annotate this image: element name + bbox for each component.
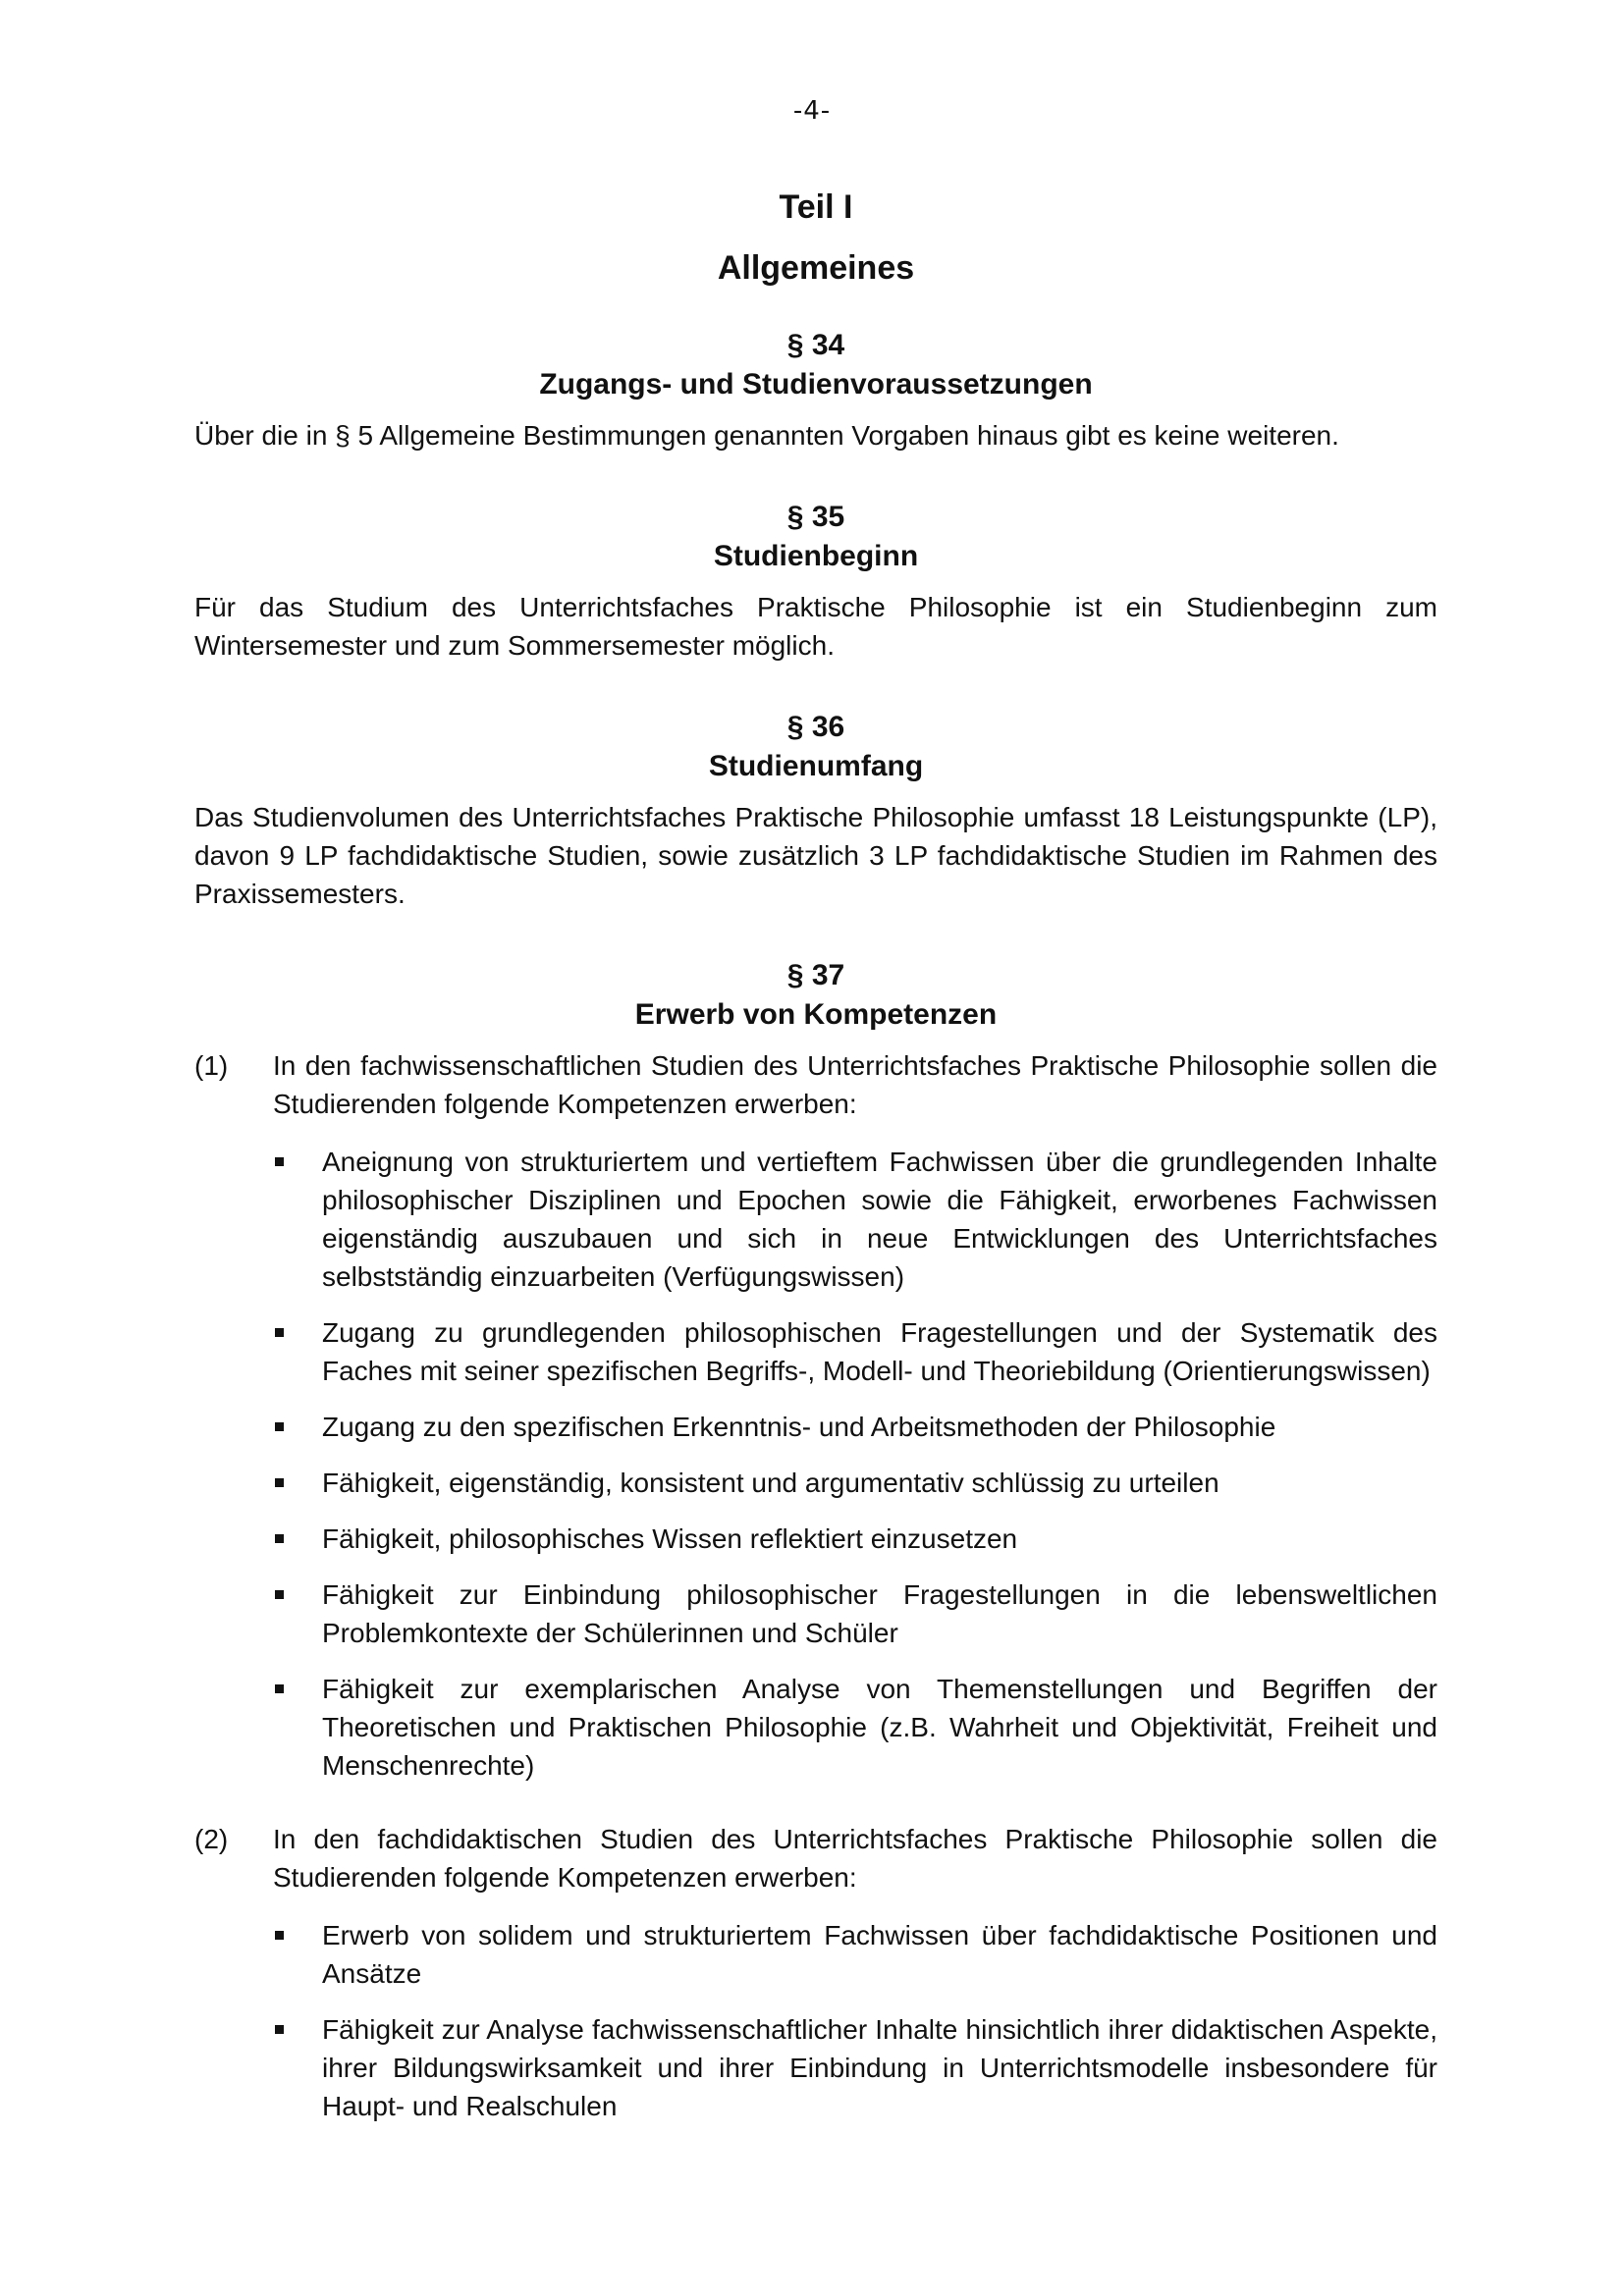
list-item xyxy=(273,1520,1437,1558)
list-item xyxy=(273,1916,1437,1993)
section-number: § 34 xyxy=(786,329,845,361)
section-number: § 37 xyxy=(786,959,845,991)
section-title: Erwerb von Kompetenzen xyxy=(634,998,998,1031)
paragraph-content xyxy=(273,1820,1437,2143)
part-title: Allgemeines xyxy=(717,249,915,287)
paragraph-text: In den fachwissenschaftlichen Studien des Unterrichtsfaches Praktische Philosophie sollen die Studierenden folgende Kompetenzen erwerben: xyxy=(273,1050,1437,1119)
section-36 xyxy=(194,708,1437,913)
bullet-square-icon xyxy=(273,1313,322,1390)
list-item-text: Fähigkeit, philosophisches Wissen reflektiert einzusetzen xyxy=(322,1523,1018,1554)
list-item xyxy=(273,1143,1437,1296)
list-item-text: Zugang zu grundlegenden philosophischen Fragestellungen und der Systematik des Faches mit seiner spezifischen Begriffs-, Modell- und Theoriebildung (Orientierungswissen) xyxy=(322,1317,1437,1386)
list-item-text: Fähigkeit zur Einbindung philosophischer Fragestellungen in die lebensweltlichen Problemkontexte der Schülerinnen und Schüler xyxy=(322,1579,1437,1648)
bullet-square-icon xyxy=(273,1408,322,1446)
bullet-square-icon xyxy=(273,1670,322,1785)
paragraph-1 xyxy=(194,1046,1437,1802)
bullet-square-icon xyxy=(273,1143,322,1296)
list-item xyxy=(273,1670,1437,1785)
competence-list xyxy=(273,1916,1437,2125)
document-content xyxy=(194,187,1437,2143)
part-label: Teil I xyxy=(779,188,853,226)
list-item xyxy=(273,1575,1437,1652)
page-number: -4- xyxy=(792,96,832,126)
section-text: Das Studienvolumen des Unterrichtsfaches Praktische Philosophie umfasst 18 Leistungspunkte (LP), davon 9 LP fachdidaktische Studien, sowie zusätzlich 3 LP fachdidaktische Studien im Rahmen des Praxissemesters. xyxy=(194,802,1437,909)
paragraph-content xyxy=(273,1046,1437,1802)
paragraph-2 xyxy=(194,1820,1437,2143)
list-item xyxy=(273,1408,1437,1446)
bullet-square-icon xyxy=(273,1464,322,1502)
section-37 xyxy=(194,956,1437,2143)
section-35 xyxy=(194,498,1437,665)
bullet-square-icon xyxy=(273,1520,322,1558)
list-item xyxy=(273,1313,1437,1390)
paragraph-number: (1) xyxy=(194,1050,229,1081)
list-item-text: Fähigkeit zur exemplarischen Analyse von Themenstellungen und Begriffen der Theoretischen und Praktischen Philosophie (z.B. Wahrheit und Objektivität, Freiheit und Menschenrechte) xyxy=(322,1674,1437,1781)
section-text: Über die in § 5 Allgemeine Bestimmungen genannten Vorgaben hinaus gibt es keine weiteren. xyxy=(194,420,1339,451)
list-item xyxy=(273,1464,1437,1502)
section-number: § 36 xyxy=(786,711,845,743)
section-title: Studienbeginn xyxy=(713,540,919,572)
list-item xyxy=(273,2010,1437,2125)
section-number: § 35 xyxy=(786,501,845,533)
bullet-square-icon xyxy=(273,1575,322,1652)
section-title: Studienumfang xyxy=(708,750,924,782)
section-text: Für das Studium des Unterrichtsfaches Praktische Philosophie ist ein Studienbeginn zum Wintersemester und zum Sommersemester möglich. xyxy=(194,592,1437,661)
list-item-text: Aneignung von strukturiertem und vertieftem Fachwissen über die grundlegenden Inhalte philosophischer Disziplinen und Epochen sowie die Fähigkeit, erworbenes Fachwissen eigenständig auszubauen und sich in neue Entwicklungen des Unterrichtsfaches selbstständig einzuarbeiten (Verfügungswissen) xyxy=(322,1147,1437,1292)
paragraph-text: In den fachdidaktischen Studien des Unterrichtsfaches Praktische Philosophie sollen die Studierenden folgende Kompetenzen erwerben: xyxy=(273,1824,1437,1893)
list-item-text: Zugang zu den spezifischen Erkenntnis- und Arbeitsmethoden der Philosophie xyxy=(322,1412,1276,1442)
bullet-square-icon xyxy=(273,1916,322,1993)
section-34 xyxy=(194,326,1437,454)
list-item-text: Fähigkeit zur Analyse fachwissenschaftlicher Inhalte hinsichtlich ihrer didaktischen Aspekte, ihrer Bildungswirksamkeit und ihrer Einbindung in Unterrichtsmodelle insbesondere für Haupt- und Realschulen xyxy=(322,2014,1437,2121)
list-item-text: Erwerb von solidem und strukturiertem Fachwissen über fachdidaktische Positionen und Ansätze xyxy=(322,1920,1437,1989)
bullet-square-icon xyxy=(273,2010,322,2125)
competence-list xyxy=(273,1143,1437,1785)
section-title: Zugangs- und Studienvoraussetzungen xyxy=(539,368,1093,400)
paragraph-number: (2) xyxy=(194,1824,229,1854)
list-item-text: Fähigkeit, eigenständig, konsistent und argumentativ schlüssig zu urteilen xyxy=(322,1468,1219,1498)
